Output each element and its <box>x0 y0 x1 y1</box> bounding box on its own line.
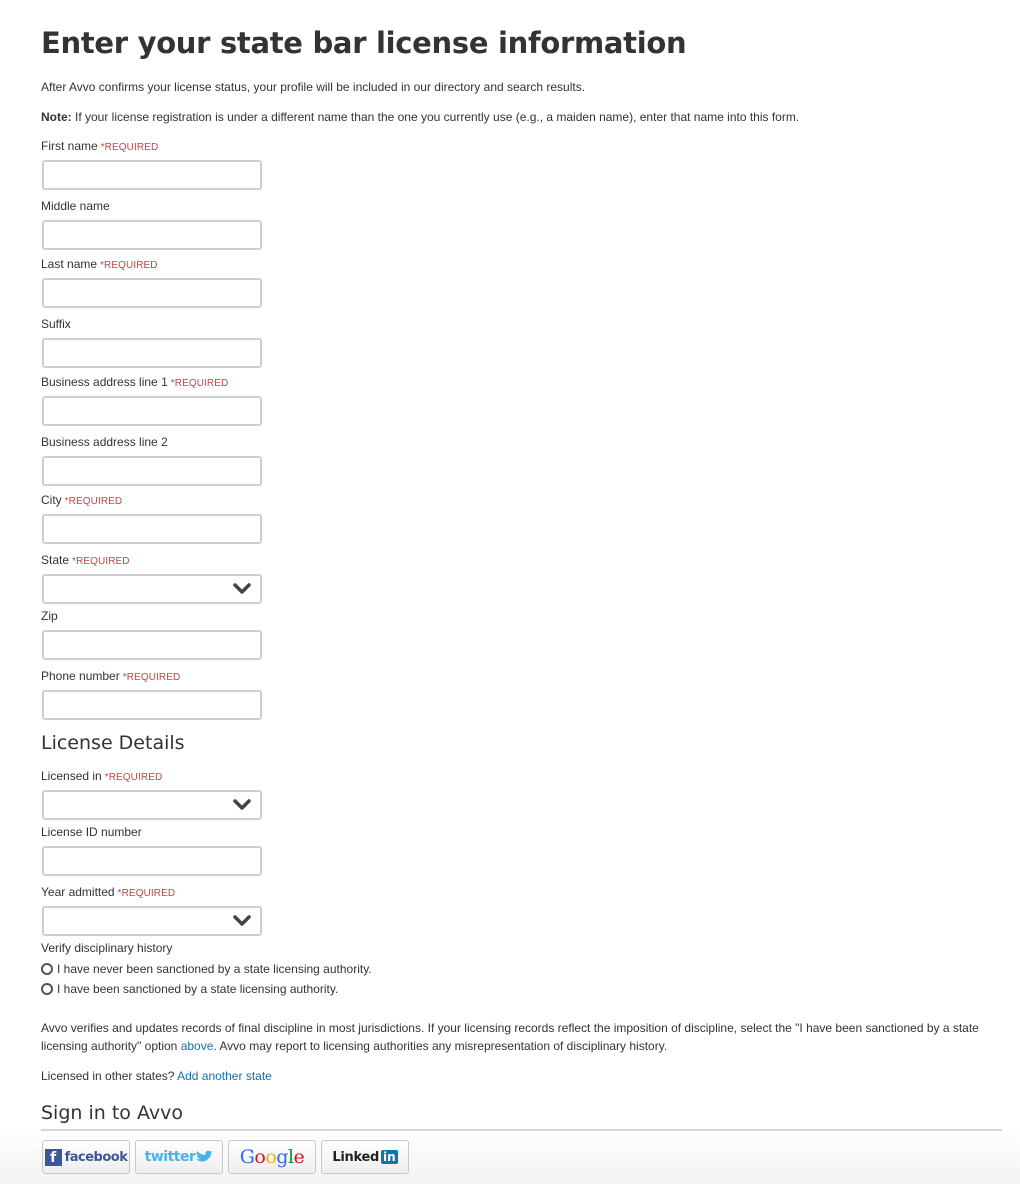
city-label: City <box>41 493 62 507</box>
address-line-2-input[interactable] <box>42 456 262 486</box>
above-link[interactable]: above <box>180 1039 214 1053</box>
twitter-sign-in-button[interactable] <box>135 1140 223 1174</box>
radio-never-sanctioned[interactable] <box>41 962 372 976</box>
note-text <box>41 110 799 124</box>
required-marker: *REQUIRED <box>64 496 123 507</box>
suffix-input[interactable] <box>42 338 262 368</box>
social-sign-in-buttons <box>42 1140 409 1174</box>
google-sign-in-button[interactable] <box>228 1140 316 1174</box>
year-admitted-field <box>41 884 262 936</box>
zip-field <box>41 608 262 660</box>
other-states-row <box>41 1067 996 1085</box>
page-title: Enter your state bar license information <box>41 26 687 60</box>
radio-button-icon[interactable] <box>41 983 53 995</box>
phone-input[interactable] <box>42 690 262 720</box>
required-marker: *REQUIRED <box>117 888 176 899</box>
note-label: Note: <box>41 110 72 124</box>
verification-notice <box>41 1019 996 1055</box>
facebook-sign-in-button[interactable] <box>42 1140 130 1174</box>
license-id-label: License ID number <box>41 825 142 839</box>
radio-never-sanctioned-label: I have never been sanctioned by a state licensing authority. <box>57 962 372 976</box>
chevron-down-icon <box>232 798 252 812</box>
facebook-logo-text: facebook <box>64 1149 128 1165</box>
chevron-down-icon <box>232 914 252 928</box>
phone-field <box>41 668 262 720</box>
verification-text-before: Avvo verifies and updates records of final discipline in most jurisdictions. If your licensing records reflect the imposition of discipline, select the "I have been sanctioned by a state licensing authority" option <box>41 1021 979 1053</box>
license-id-input[interactable] <box>42 846 262 876</box>
add-another-state-link[interactable]: Add another state <box>177 1069 272 1083</box>
last-name-label: Last name <box>41 257 98 271</box>
required-marker: *REQUIRED <box>170 378 229 389</box>
disciplinary-label: Verify disciplinary history <box>41 941 173 955</box>
other-states-text: Licensed in other states? <box>41 1069 178 1083</box>
phone-label: Phone number <box>41 669 120 683</box>
facebook-icon: f <box>45 1149 62 1166</box>
year-admitted-label: Year admitted <box>41 885 115 899</box>
first-name-input[interactable] <box>42 160 262 190</box>
first-name-label: First name <box>41 139 98 153</box>
required-marker: *REQUIRED <box>122 672 181 683</box>
city-input[interactable] <box>42 514 262 544</box>
verification-text-after: . Avvo may report to licensing authorities any misrepresentation of disciplinary history. <box>213 1039 668 1053</box>
middle-name-input[interactable] <box>42 220 262 250</box>
intro-text: After Avvo confirms your license status, your profile will be included in our directory and search results. <box>41 80 586 94</box>
radio-sanctioned-label: I have been sanctioned by a state licensing authority. <box>57 982 339 996</box>
linkedin-icon: in <box>382 1150 396 1164</box>
address-line-1-label: Business address line 1 <box>41 375 168 389</box>
address-line-2-label: Business address line 2 <box>41 435 168 449</box>
licensed-in-select[interactable] <box>42 790 262 820</box>
city-field <box>41 492 262 544</box>
radio-sanctioned[interactable] <box>41 982 338 996</box>
required-marker: *REQUIRED <box>104 772 163 783</box>
license-id-field <box>41 824 262 876</box>
twitter-bird-icon <box>195 1150 213 1164</box>
last-name-field <box>41 256 262 308</box>
state-label: State <box>41 553 70 567</box>
licensed-in-label: Licensed in <box>41 769 102 783</box>
address-line-2-field <box>41 434 262 486</box>
radio-button-icon[interactable] <box>41 963 53 975</box>
license-details-heading: License Details <box>41 732 185 754</box>
suffix-field <box>41 316 262 368</box>
required-marker: *REQUIRED <box>72 556 130 567</box>
linkedin-sign-in-button[interactable] <box>321 1140 409 1174</box>
zip-input[interactable] <box>42 630 262 660</box>
zip-label: Zip <box>41 609 58 623</box>
first-name-field <box>41 138 262 190</box>
state-field <box>41 552 262 604</box>
middle-name-label: Middle name <box>41 199 110 213</box>
sign-in-heading: Sign in to Avvo <box>41 1102 183 1124</box>
required-marker: *REQUIRED <box>100 142 159 153</box>
twitter-logo-text: twitter <box>144 1149 196 1165</box>
note-body: If your license registration is under a different name than the one you currently use (e.g., a maiden name), enter that name into this form. <box>71 110 800 124</box>
address-line-1-field <box>41 374 262 426</box>
licensed-in-field <box>41 768 262 820</box>
linkedin-logo-text: Linked <box>332 1149 379 1165</box>
google-logo: Google <box>239 1146 305 1168</box>
state-select[interactable] <box>42 574 262 604</box>
section-divider <box>41 1129 1002 1131</box>
year-admitted-select[interactable] <box>42 906 262 936</box>
suffix-label: Suffix <box>41 317 71 331</box>
required-marker: *REQUIRED <box>100 260 158 271</box>
address-line-1-input[interactable] <box>42 396 262 426</box>
middle-name-field <box>41 198 262 250</box>
last-name-input[interactable] <box>42 278 262 308</box>
chevron-down-icon <box>232 582 252 596</box>
